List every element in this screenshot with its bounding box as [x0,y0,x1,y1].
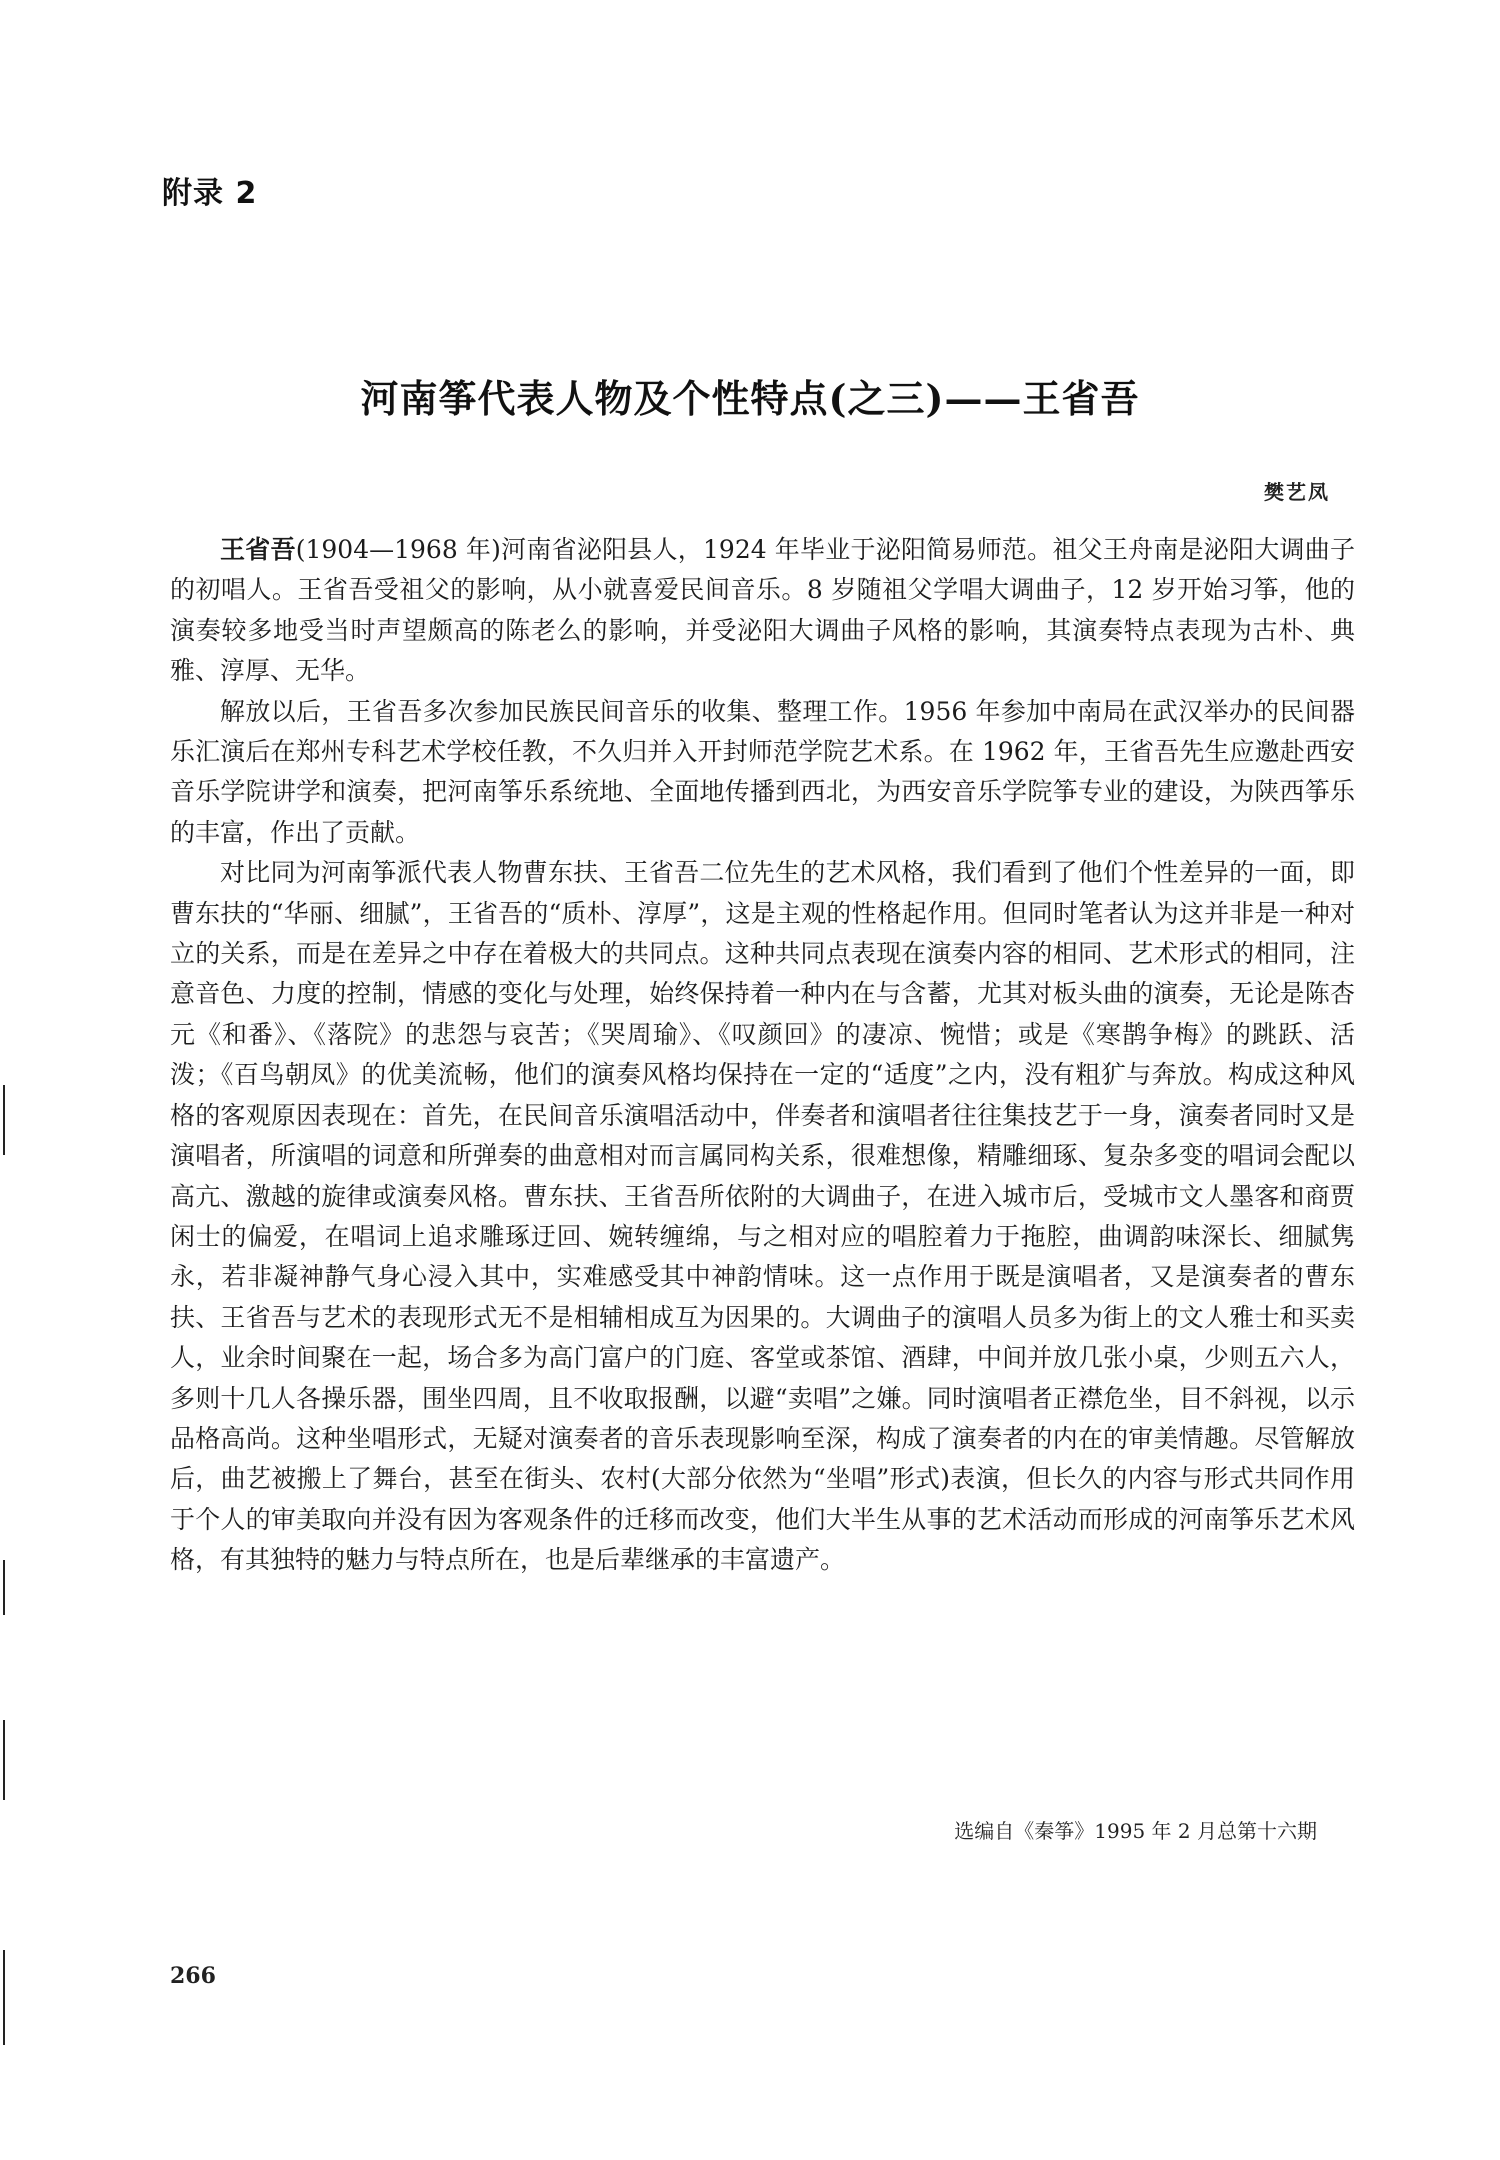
subject-name: 王省吾 [220,535,296,564]
scan-margin-mark [3,1720,5,1800]
appendix-label: 附录 2 [162,176,258,211]
article-title: 河南筝代表人物及个性特点(之三)——王省吾 [360,376,1140,421]
scan-margin-mark [3,1950,5,2045]
author-name: 樊艺凤 [1264,480,1330,504]
source-citation: 选编自《秦筝》1995 年 2 月总第十六期 [954,1819,1317,1843]
scan-margin-mark [3,1085,5,1155]
article-body [170,530,1355,1581]
paragraph-2: 解放以后，王省吾多次参加民族民间音乐的收集、整理工作。1956 年参加中南局在武汉举办的民间器乐汇演后在郑州专科艺术学校任教，不久归并入开封师范学院艺术系。在 1962 年，王省吾先生应邀赴西安音乐学院讲学和演奏，把河南筝乐系统地、全面地传播到西北，为西安音乐学院筝专业的建设，为陕西筝乐的丰富，作出了贡献。 [170,696,1355,847]
paragraph-1-text: (1904—1968 年)河南省泌阳县人，1924 年毕业于泌阳简易师范。祖父王舟南是泌阳大调曲子的初唱人。王省吾受祖父的影响，从小就喜爱民间音乐。8 岁随祖父学唱大调曲子，12 岁开始习筝，他的演奏较多地受当时声望颇高的陈老么的影响，并受泌阳大调曲子风格的影响，其演奏特点表现为古朴、典雅、淳厚、无华。 [170,535,1355,686]
paragraph-3: 对比同为河南筝派代表人物曹东扶、王省吾二位先生的艺术风格，我们看到了他们个性差异的一面，即曹东扶的“华丽、细腻”，王省吾的“质朴、淳厚”，这是主观的性格起作用。但同时笔者认为这并非是一种对立的关系，而是在差异之中存在着极大的共同点。这种共同点表现在演奏内容的相同、艺术形式的相同，注意音色、力度的控制，情感的变化与处理，始终保持着一种内在与含蓄，尤其对板头曲的演奏，无论是陈杏元《和番》、《落院》的悲怨与哀苦；《哭周瑜》、《叹颜回》的凄凉、惋惜；或是《寒鹊争梅》的跳跃、活泼；《百鸟朝凤》的优美流畅，他们的演奏风格均保持在一定的“适度”之内，没有粗犷与奔放。构成这种风格的客观原因表现在：首先，在民间音乐演唱活动中，伴奏者和演唱者往往集技艺于一身，演奏者同时又是演唱者，所演唱的词意和所弹奏的曲意相对而言属同构关系，很难想像，精雕细琢、复杂多变的唱词会配以高亢、激越的旋律或演奏风格。曹东扶、王省吾所依附的大调曲子，在进入城市后，受城市文人墨客和商贾闲士的偏爱，在唱词上追求雕琢迂回、婉转缠绵，与之相对应的唱腔着力于拖腔，曲调韵味深长、细腻隽永，若非凝神静气身心浸入其中，实难感受其中神韵情味。这一点作用于既是演唱者，又是演奏者的曹东扶、王省吾与艺术的表现形式无不是相辅相成互为因果的。大调曲子的演唱人员多为街上的文人雅士和买卖人，业余时间聚在一起，场合多为高门富户的门庭、客堂或茶馆、酒肆，中间并放几张小桌，少则五六人，多则十几人各操乐器，围坐四周，且不收取报酬，以避“卖唱”之嫌。同时演唱者正襟危坐，目不斜视，以示品格高尚。这种坐唱形式，无疑对演奏者的音乐表现影响至深，构成了演奏者的内在的审美情趣。尽管解放后，曲艺被搬上了舞台，甚至在街头、农村(大部分依然为“坐唱”形式)表演，但长久的内容与形式共同作用于个人的审美取向并没有因为客观条件的迁移而改变，他们大半生从事的艺术活动而形成的河南筝乐艺术风格，有其独特的魅力与特点所在，也是后辈继承的丰富遗产。 [170,858,1355,1575]
page-number: 266 [170,1963,216,1989]
scan-margin-mark [3,1560,5,1615]
paragraph-1 [170,530,1355,692]
